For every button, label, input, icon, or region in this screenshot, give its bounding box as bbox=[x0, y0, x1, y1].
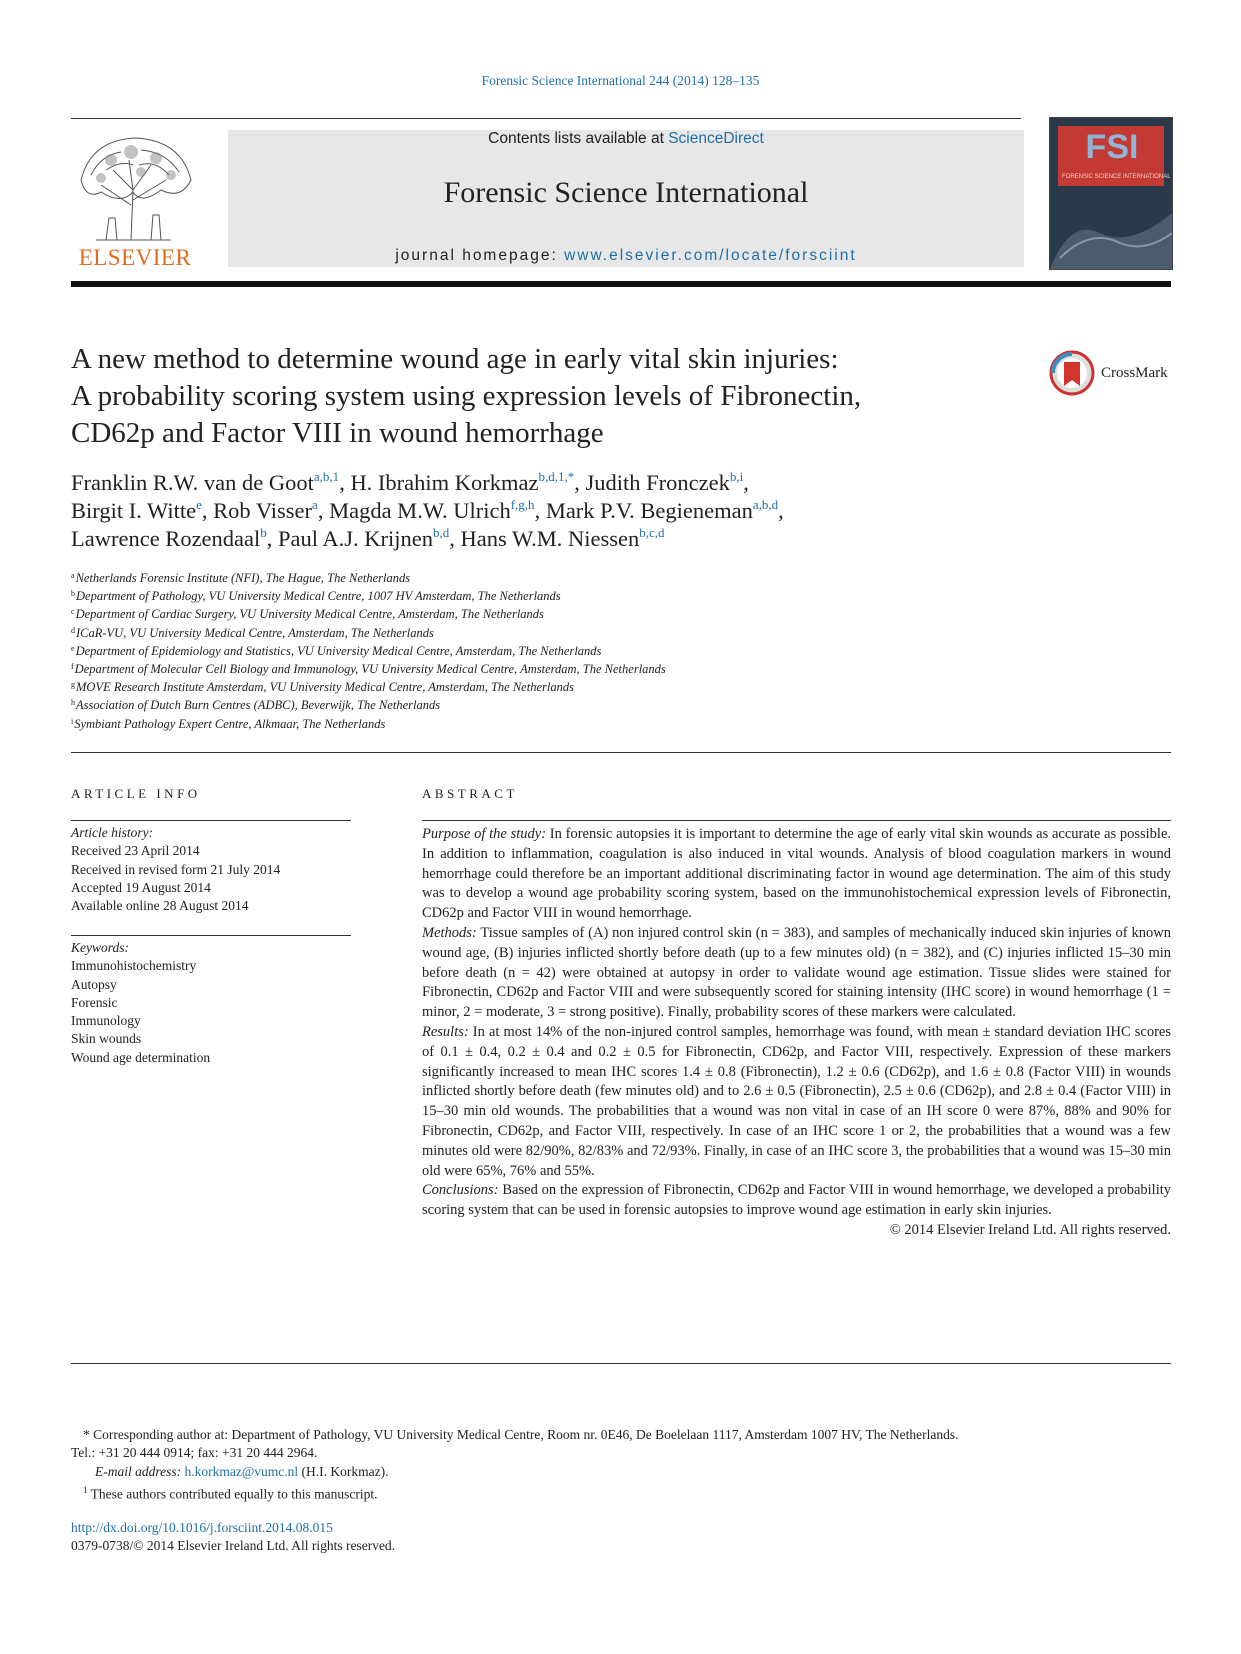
contents-line bbox=[228, 130, 1024, 148]
author-separator: , bbox=[534, 498, 546, 523]
author-name: Lawrence Rozendaal bbox=[71, 526, 261, 551]
affiliation-text: Department of Epidemiology and Statistics, VU University Medical Centre, Amsterdam, The Netherlands bbox=[75, 643, 602, 658]
affiliation-item bbox=[71, 587, 971, 605]
history-item: Accepted 19 August 2014 bbox=[71, 879, 211, 895]
cover-image-icon bbox=[1050, 118, 1172, 269]
cover-title: FORENSIC SCIENCE INTERNATIONAL bbox=[1062, 174, 1171, 180]
affiliation-text: ICaR-VU, VU University Medical Centre, Amsterdam, The Netherlands bbox=[76, 625, 434, 640]
affiliation-item bbox=[71, 678, 971, 696]
author-separator: , bbox=[317, 498, 330, 523]
author-separator: , bbox=[339, 470, 351, 495]
author-name: Hans W.M. Niessen bbox=[460, 526, 640, 551]
methods-label: Methods: bbox=[422, 924, 477, 941]
author-separator: , bbox=[266, 526, 279, 551]
footnotes bbox=[71, 1426, 1171, 1504]
conclusions-label: Conclusions: bbox=[422, 1182, 499, 1199]
affiliation-item bbox=[71, 660, 971, 678]
author-name: H. Ibrahim Korkmaz bbox=[350, 470, 539, 495]
methods-text: Tissue samples of (A) non injured control skin (n = 383), and samples of mechanically induced skin injuries of known wound age, (B) injuries inflicted shortly before death (up to a few minutes old) (n = 382), and (C) injuries inflicted 15–30 min before death (n = 42) were obtained at autopsy in order to validate wound age estimation. Tissue slides were stained for Fibronectin, CD62p and Factor VIII and were subsequently scored for staining intensity (IHC score) in wound hemorrhage (1 = minor, 2 = moderate, 3 = strong positive). Finally, probability scores of these markers were calculated. bbox=[422, 924, 1171, 1021]
author-name: Franklin R.W. van de Goot bbox=[71, 470, 314, 495]
crossmark-icon bbox=[1049, 350, 1095, 396]
keyword-item: Immunohistochemistry bbox=[71, 958, 197, 974]
homepage-prefix: journal homepage: bbox=[395, 247, 565, 264]
article-title bbox=[71, 341, 1021, 452]
author-affiliation-marker[interactable]: a,b,1 bbox=[313, 469, 340, 484]
journal-citation[interactable]: Forensic Science International 244 (2014) 128–135 bbox=[481, 73, 760, 88]
header-thick-rule bbox=[71, 281, 1171, 287]
title-line: A new method to determine wound age in early vital skin injuries: bbox=[71, 343, 839, 375]
crossmark-label: CrossMark bbox=[1101, 365, 1168, 381]
affiliation-item bbox=[71, 696, 971, 714]
abstract-copyright: © 2014 Elsevier Ireland Ltd. All rights reserved. bbox=[889, 1221, 1171, 1238]
keyword-item: Immunology bbox=[71, 1013, 141, 1029]
author-name: Paul A.J. Krijnen bbox=[278, 526, 434, 551]
email-label: E-mail address: bbox=[95, 1463, 182, 1479]
keywords-list bbox=[71, 939, 351, 1067]
author-separator: , bbox=[449, 526, 461, 551]
footnote-marker: 1 bbox=[83, 1484, 88, 1495]
history-item: Received in revised form 21 July 2014 bbox=[71, 861, 281, 877]
affiliation-item bbox=[71, 605, 971, 623]
email-link[interactable]: h.korkmaz@vumc.nl bbox=[184, 1463, 299, 1479]
keyword-item: Forensic bbox=[71, 994, 118, 1010]
affiliation-key: d bbox=[71, 625, 75, 635]
corresponding-author-note: * Corresponding author at: Department of Pathology, VU University Medical Centre, Room nr. 0E46, De Boelelaan 1117, Amsterdam 1007 HV, The Netherlands. bbox=[83, 1427, 959, 1442]
author-affiliation-marker[interactable]: b,c,d bbox=[639, 525, 665, 540]
affiliation-text: Symbiant Pathology Expert Centre, Alkmaar, The Netherlands bbox=[74, 716, 386, 731]
title-line: A probability scoring system using expression levels of Fibronectin, bbox=[71, 380, 862, 412]
keyword-item: Autopsy bbox=[71, 976, 117, 992]
tree-icon bbox=[71, 130, 199, 242]
title-line: CD62p and Factor VIII in wound hemorrhage bbox=[71, 417, 604, 449]
affiliation-key: g bbox=[71, 680, 75, 690]
keyword-item: Skin wounds bbox=[71, 1031, 142, 1047]
footer-rule bbox=[71, 1363, 1171, 1364]
header-rule bbox=[71, 118, 1021, 119]
article-history bbox=[71, 824, 351, 915]
doi-block bbox=[71, 1519, 395, 1556]
affiliation-key: f bbox=[71, 662, 74, 672]
keywords-label: Keywords: bbox=[71, 940, 129, 955]
abstract-rule bbox=[422, 820, 1171, 821]
contents-prefix: Contents lists available at bbox=[488, 130, 669, 147]
affiliation-key: e bbox=[71, 643, 75, 653]
conclusions-text: Based on the expression of Fibronectin, CD62p and Factor VIII in wound hemorrhage, we developed a probability scoring system that can be used in forensic autopsies to improve wound age estimation in early skin injuries. bbox=[422, 1182, 1171, 1219]
journal-cover[interactable] bbox=[1049, 117, 1173, 270]
doi-link[interactable]: http://dx.doi.org/10.1016/j.forsciint.2014.08.015 bbox=[71, 1520, 333, 1535]
author-separator: , bbox=[778, 498, 784, 523]
results-label: Results: bbox=[422, 1023, 469, 1040]
history-label: Article history: bbox=[71, 825, 154, 840]
affiliation-text: Department of Pathology, VU University Medical Centre, 1007 HV Amsterdam, The Netherlands bbox=[76, 589, 561, 604]
abstract-purpose bbox=[422, 825, 1171, 924]
affiliation-text: Netherlands Forensic Institute (NFI), The Hague, The Netherlands bbox=[75, 571, 411, 585]
crossmark-button[interactable] bbox=[1049, 350, 1179, 398]
affiliation-list bbox=[71, 569, 971, 733]
results-text: In at most 14% of the non-injured control samples, hemorrhage was found, with mean ± standard deviation IHC scores of 0.1 ± 0.4, 0.2 ± 0.4 and 0.2 ± 0.5 for Fibronectin, CD62p, and Factor VIII, respectively. Expression of these markers significantly increased to mean IHC scores 1.4 ± 0.8 (Fibronectin), 1.2 ± 0.6 (CD62p), and 1.6 ± 0.8 (Factor VIII) in wounds inflicted shortly before death (few minutes old) and to 2.6 ± 0.5 (Fibronectin), 2.5 ± 0.6 (CD62p), and 2.8 ± 0.4 (Factor VIII) in 15–30 min old wounds. The probabilities that a wound was non vital in case of an IH score 0 were 87%, 88% and 90% for Fibronectin, CD62p, and Factor VIII, respectively. In case of an IHC score 1 or 2, the probabilities that a wound was a few minutes old were 82/90%, 82/83% and 72/93%. Finally, in case of an IHC score 3, the probabilities that a wound was 15–30 min old were 65%, 76% and 55%. bbox=[422, 1023, 1171, 1179]
author-separator: , bbox=[743, 470, 749, 495]
homepage-line bbox=[228, 247, 1024, 265]
article-info-rule bbox=[71, 820, 351, 821]
purpose-label: Purpose of the study: bbox=[422, 826, 547, 842]
author-name: Judith Fronczek bbox=[585, 470, 730, 495]
affiliation-text: Department of Cardiac Surgery, VU University Medical Centre, Amsterdam, The Netherlands bbox=[75, 607, 544, 622]
email-line bbox=[71, 1463, 1171, 1481]
keyword-item: Wound age determination bbox=[71, 1049, 211, 1065]
journal-banner bbox=[228, 130, 1024, 267]
affiliation-key: i bbox=[71, 716, 74, 726]
abstract-conclusions bbox=[422, 1181, 1171, 1221]
author-separator: , bbox=[201, 498, 214, 523]
history-item: Received 23 April 2014 bbox=[71, 843, 200, 859]
author-name: Magda M.W. Ulrich bbox=[329, 498, 511, 523]
issn-line: 0379-0738/© 2014 Elsevier Ireland Ltd. All rights reserved. bbox=[71, 1538, 396, 1554]
abstract-results bbox=[422, 1023, 1171, 1181]
affiliation-text: Department of Molecular Cell Biology and Immunology, VU University Medical Centre, Amsterdam, The Netherlands bbox=[74, 662, 666, 677]
affiliation-item bbox=[71, 715, 971, 733]
email-suffix: (H.I. Korkmaz). bbox=[301, 1463, 389, 1479]
equal-contribution-text: These authors contributed equally to this manuscript. bbox=[90, 1486, 378, 1502]
affiliation-item bbox=[71, 624, 971, 642]
affiliation-item bbox=[71, 642, 971, 660]
article-info-heading: ARTICLE INFO bbox=[71, 786, 201, 801]
cover-letters: FSI bbox=[1085, 128, 1139, 166]
author-name: Birgit I. Witte bbox=[71, 498, 197, 523]
author-name: Rob Visser bbox=[213, 498, 313, 523]
sciencedirect-link[interactable]: ScienceDirect bbox=[668, 130, 764, 147]
contact-phone: Tel.: +31 20 444 0914; fax: +31 20 444 2964. bbox=[71, 1445, 318, 1461]
history-item: Available online 28 August 2014 bbox=[71, 898, 249, 914]
author-affiliation-marker[interactable]: a,b,d bbox=[752, 497, 779, 512]
affiliation-item bbox=[71, 569, 971, 587]
affiliation-key: b bbox=[71, 589, 75, 599]
author-affiliation-marker[interactable]: b bbox=[260, 525, 267, 540]
homepage-link[interactable]: www.elsevier.com/locate/forsciint bbox=[564, 247, 857, 264]
author-affiliation-marker[interactable]: a bbox=[312, 497, 318, 512]
author-affiliation-marker[interactable]: b,i bbox=[729, 469, 744, 484]
journal-name: Forensic Science International bbox=[443, 176, 809, 209]
abstract-heading: ABSTRACT bbox=[422, 786, 518, 801]
author-name: Mark P.V. Begieneman bbox=[545, 498, 753, 523]
abstract-methods bbox=[422, 924, 1171, 1023]
affiliation-key: h bbox=[71, 698, 75, 708]
abstract-body bbox=[422, 825, 1171, 1241]
affiliation-text: Association of Dutch Burn Centres (ADBC), Beverwijk, The Netherlands bbox=[76, 698, 441, 713]
author-list bbox=[71, 469, 1071, 553]
section-rule bbox=[71, 752, 1171, 753]
affiliation-key: c bbox=[71, 607, 75, 617]
author-affiliation-marker[interactable]: f,g,h bbox=[510, 497, 535, 512]
affiliation-key: a bbox=[71, 571, 75, 580]
author-affiliation-marker[interactable]: b,d,1,* bbox=[538, 469, 575, 484]
author-affiliation-marker[interactable]: b,d bbox=[433, 525, 450, 540]
author-affiliation-marker[interactable]: e bbox=[196, 497, 202, 512]
keywords-rule bbox=[71, 935, 351, 936]
elsevier-wordmark: ELSEVIER bbox=[78, 245, 192, 270]
affiliation-text: MOVE Research Institute Amsterdam, VU University Medical Centre, Amsterdam, The Netherlands bbox=[76, 680, 574, 695]
purpose-text: In forensic autopsies it is important to determine the age of early vital skin wounds as accurate as possible. In addition to inflammation, coagulation is also induced in vital wounds. Analysis of blood coagulation markers in wound hemorrhage could therefore be an important additional discriminating factor in wound age determination. The aim of this study was to develop a wound age probability scoring system, based on the immunohistochemical expression levels of Fibronectin, CD62p and Factor VIII in wound hemorrhage. bbox=[422, 826, 1172, 922]
elsevier-logo[interactable] bbox=[71, 130, 199, 272]
equal-contribution-note bbox=[71, 1481, 1171, 1504]
author-separator: , bbox=[574, 470, 586, 495]
